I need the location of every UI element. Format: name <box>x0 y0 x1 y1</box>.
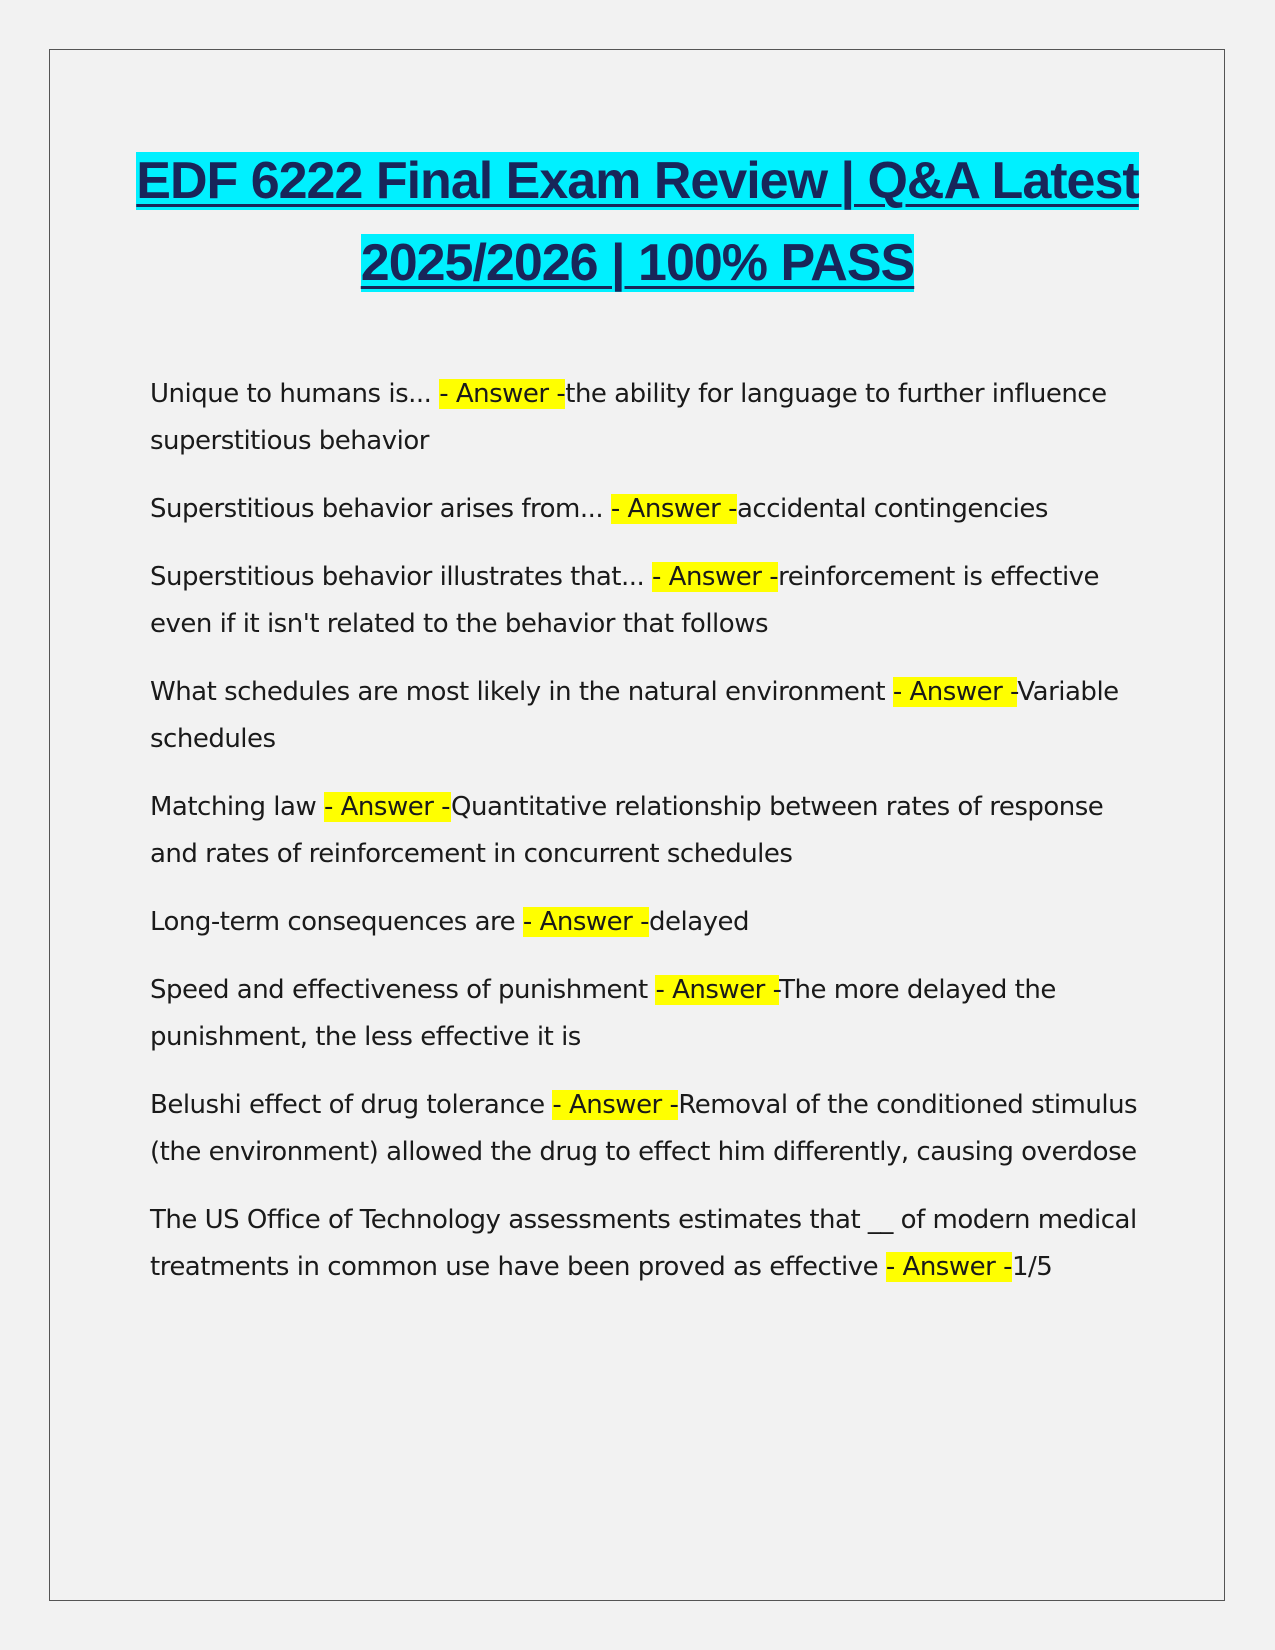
answer-marker: - Answer - <box>892 677 1018 707</box>
answer-text: reinforcement is effective even if it isn't related to the behavior that follows <box>150 562 1100 639</box>
answer-marker: - Answer - <box>324 792 452 822</box>
answer-marker: - Answer - <box>885 1252 1012 1282</box>
question-text: Long-term consequences are <box>150 907 523 937</box>
qa-item <box>150 1197 1140 1291</box>
answer-marker: - Answer - <box>522 907 649 937</box>
qa-item <box>150 371 1140 465</box>
answer-text: The more delayed the punishment, the less effective it is <box>150 975 1056 1052</box>
answer-text: delayed <box>648 907 750 937</box>
question-text: Superstitious behavior arises from... <box>150 494 611 524</box>
qa-item <box>150 1082 1140 1176</box>
answer-marker: - Answer - <box>439 379 566 409</box>
answer-text: Variable schedules <box>150 677 1119 754</box>
answer-text: Removal of the conditioned stimulus (the environment) allowed the drug to effect him differently, causing overdose <box>150 1090 1138 1167</box>
answer-text: accidental contingencies <box>736 494 1048 524</box>
question-text: Belushi effect of drug tolerance <box>150 1090 553 1120</box>
answer-text: 1/5 <box>1011 1252 1053 1282</box>
question-text: Matching law <box>150 792 324 822</box>
page-title-text: EDF 6222 Final Exam Review | Q&A Latest 2025/2026 | 100% PASS <box>136 152 1139 292</box>
question-text: Superstitious behavior illustrates that... <box>150 562 653 592</box>
qa-item <box>150 784 1140 878</box>
qa-item <box>150 899 1140 946</box>
page-title <box>100 140 1175 304</box>
answer-text: the ability for language to further influence superstitious behavior <box>150 379 1107 456</box>
answer-marker: - Answer - <box>652 562 779 592</box>
qa-item <box>150 967 1140 1061</box>
question-text: Speed and effectiveness of punishment <box>150 975 656 1005</box>
qa-item <box>150 554 1140 648</box>
question-text: Unique to humans is... <box>150 379 440 409</box>
question-text: The US Office of Technology assessments estimates that __ of modern medical treatments in common use have been proved as effective <box>150 1205 1137 1282</box>
qa-item <box>150 669 1140 763</box>
answer-text: Quantitative relationship between rates of response and rates of reinforcement in concurrent schedules <box>150 792 1104 869</box>
answer-marker: - Answer - <box>610 494 737 524</box>
question-text: What schedules are most likely in the natural environment <box>150 677 893 707</box>
qa-list <box>150 371 1140 1312</box>
answer-marker: - Answer - <box>552 1090 679 1120</box>
qa-item <box>150 486 1140 533</box>
answer-marker: - Answer - <box>655 975 780 1005</box>
